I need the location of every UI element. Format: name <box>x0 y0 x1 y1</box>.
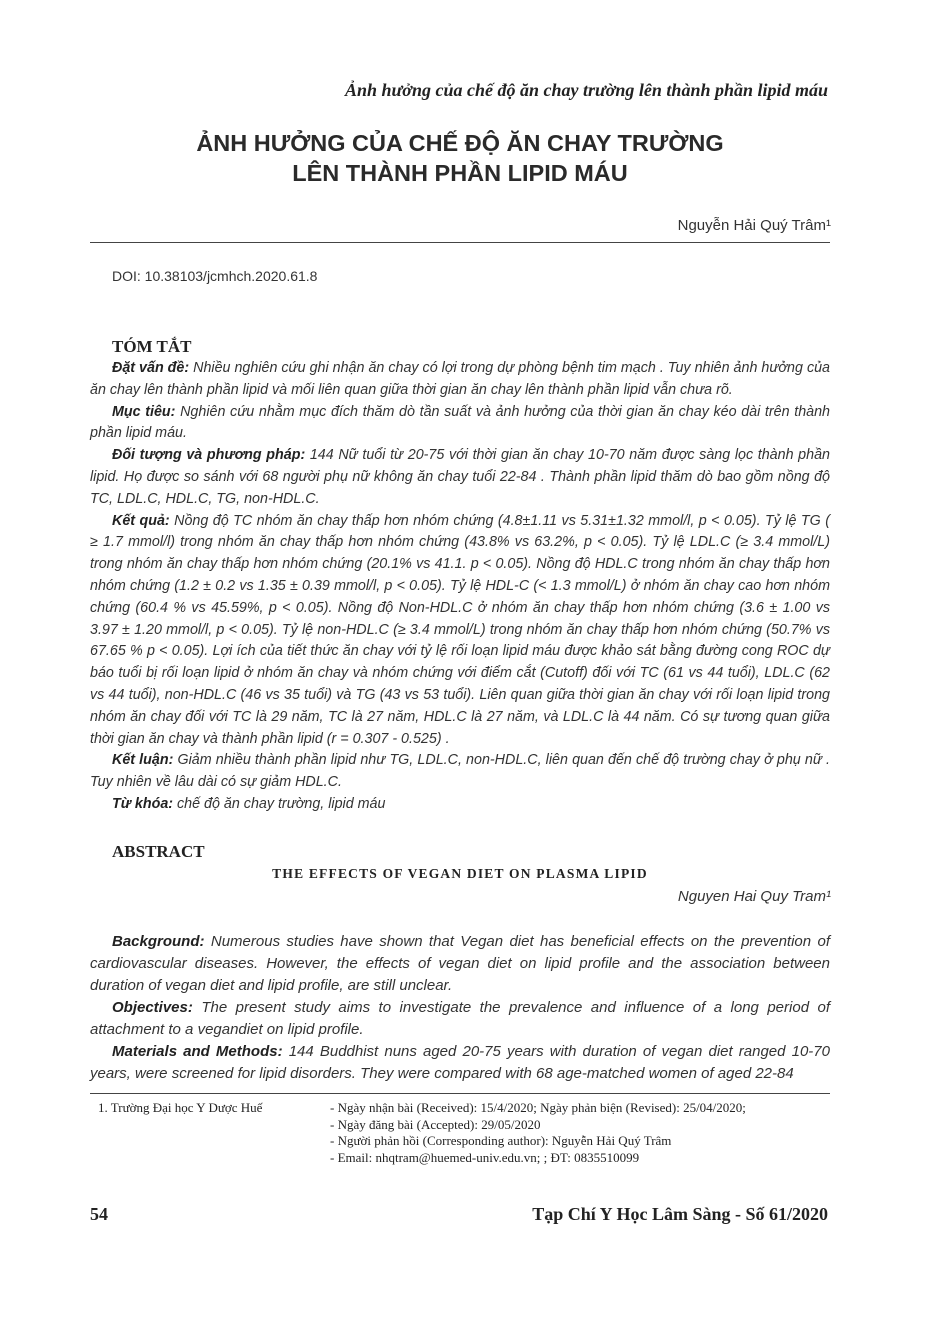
footnote-line: - Email: nhqtram@huemed-univ.edu.vn; ; ĐT: 0835510099 <box>330 1149 640 1165</box>
en-section-objectives <box>90 997 830 1041</box>
section-text: 144 Buddhist nuns aged 20-75 years with duration of vegan diet ranged 10-70 years, were screened for lipid disorders. They were compared with 68 age-matched women of aged 22-84 <box>90 1043 830 1082</box>
section-label: Materials and Methods: <box>112 1043 283 1060</box>
title-line-2: LÊN THÀNH PHẦN LIPID MÁU <box>292 160 628 186</box>
title-line-1: ẢNH HƯỞNG CỦA CHẾ ĐỘ ĂN CHAY TRƯỜNG <box>196 130 724 156</box>
title-divider <box>90 242 830 243</box>
vn-section-conclusion <box>90 750 830 794</box>
vn-section-keywords <box>90 794 830 816</box>
section-text: Nhiều nghiên cứu ghi nhận ăn chay có lợi trong dự phòng bệnh tim mạch . Tuy nhiên ảnh hưởng của ăn chay lên thành phần lipid và mối liên quan giữa thời gian ăn chay lên thành phần lipid vẫn chưa rõ. <box>90 360 831 398</box>
article-title <box>90 128 830 188</box>
vn-section-background <box>90 358 830 402</box>
heading-abstract: ABSTRACT <box>112 842 205 861</box>
footnote-affiliation: 1. Trường Đại học Y Dược Huế <box>98 1100 263 1115</box>
en-section-background <box>90 931 830 997</box>
section-text: Nghiên cứu nhằm mục đích thăm dò tần suất và ảnh hưởng của thời gian ăn chay kéo dài trên thành phần lipid máu. <box>90 403 830 442</box>
section-label: Objectives: <box>112 999 193 1016</box>
en-abstract-body <box>90 931 830 1085</box>
footnote-line: - Người phản hồi (Corresponding author): Nguyễn Hải Quý Trâm <box>330 1133 672 1148</box>
section-label: Background: <box>112 933 205 950</box>
page-number: 54 <box>90 1204 108 1224</box>
section-text: Giảm nhiều thành phần lipid như TG, LDL.C, non-HDL.C, liên quan đến chế độ trường chay ở phụ nữ . Tuy nhiên về lâu dài có sự giảm HDL.C. <box>90 752 830 791</box>
doi: DOI: 10.38103/jcmhch.2020.61.8 <box>112 268 318 284</box>
footnote-details <box>330 1100 746 1166</box>
author-en: Nguyen Hai Quy Tram¹ <box>677 888 831 905</box>
section-text: Nồng độ TC nhóm ăn chay thấp hơn nhóm chứng (4.8±1.11 vs 5.31±1.32 mmol/l, p < 0.05). Tỷ lệ TG ( ≥ 1.7 mmol/l) trong nhóm ăn chay thấp hơn nhóm chứng (43.8% vs 63.2%, p < 0.05). Tỷ lệ LDL.C (≥ 3.4 mmol/L) trong nhóm ăn chay thấp hơn nhóm chứng (20.1% vs 41.1. p < 0.05). Nồng độ HDL.C trong nhóm ăn chay thấp hơn nhóm chứng (1.2 ± 0.2 vs 1.35 ± 0.39 mmol/l, p < 0.05). Tỷ lệ HDL-C (< 1.3 mmol/L) ở nhóm ăn chay cao hơn nhóm chứng (60.4 % vs 45.59%, p < 0.05). Nồng độ Non-HDL.C ở nhóm ăn chay thấp hơn nhóm chứng (3.6 ± 1.00 vs 3.97 ± 1.20 mmol/l, p < 0.05). Tỷ lệ non-HDL.C (≥ 3.4 mmol/L) trong nhóm ăn chay thấp hơn nhóm chứng (50.7% vs 67.65 % p < 0.05). Lợi ích của tiết thức ăn chay với tỷ lệ rối loạn lipid máu được khảo sát bằng đường cong ROC dự báo tuổi bị rối loạn lipid ở nhóm ăn chay và nhóm chứng với điểm cắt (Cutoff) đối với TC (61 vs 44 tuổi), LDL.C (62 vs 44 tuổi), non-HDL.C (46 vs 35 tuổi) và TG (43 vs 53 tuổi). Liên quan giữa thời gian ăn chay với rối loạn lipid trong nhóm ăn chay đối với TC là 29 năm, TC là 27 năm, HDL.C là 27 năm, và LDL.C là 44 năm. Có sự tương quan giữa thời gian ăn chay và thành phần lipid (r = 0.307 - 0.525) . <box>90 512 830 747</box>
section-text: chế độ ăn chay trường, lipid máu <box>173 795 386 812</box>
vn-section-methods <box>90 445 830 510</box>
footnote-divider <box>90 1093 830 1094</box>
heading-tom-tat: TÓM TẮT <box>112 337 192 356</box>
vn-abstract-body <box>90 358 830 816</box>
section-text: 144 Nữ tuổi từ 20-75 với thời gian ăn chay 10-70 năm được sàng lọc thành phần lipid. Họ được so sánh với 68 người phụ nữ không ăn chay tuổi 22-84 . Thành phần lipid thăm dò bao gồm nồng độ TC, LDL.C, HDL.C, TG, non-HDL.C. <box>90 447 830 507</box>
vn-section-results <box>90 511 830 751</box>
running-head: Ảnh hưởng của chế độ ăn chay trường lên thành phần lipid máu <box>344 80 828 100</box>
section-label: Kết luận: <box>112 752 174 769</box>
section-label: Từ khóa: <box>112 795 174 812</box>
en-section-methods <box>90 1041 830 1085</box>
section-text: The present study aims to investigate the prevalence and influence of a long period of attachment to a vegandiet on lipid profile. <box>90 999 830 1038</box>
section-label: Đặt vấn đề: <box>112 360 190 376</box>
footnote-line: - Ngày đăng bài (Accepted): 29/05/2020 <box>330 1116 541 1132</box>
section-label: Mục tiêu: <box>112 403 176 420</box>
vn-section-objectives <box>90 402 830 446</box>
footnote-line: - Ngày nhận bài (Received): 15/4/2020; Ngày phản biện (Revised): 25/04/2020; <box>330 1100 746 1115</box>
author-vn: Nguyễn Hải Quý Trâm¹ <box>677 217 831 234</box>
section-text: Numerous studies have shown that Vegan diet has beneficial effects on the prevention of cardiovascular diseases. However, the effects of vegan diet on lipid profile and the association between duration of vegan diet and lipid profile, are still unclear. <box>90 933 830 994</box>
journal-name: Tạp Chí Y Học Lâm Sàng - Số 61/2020 <box>532 1204 828 1224</box>
section-label: Kết quả: <box>112 512 170 529</box>
english-title: THE EFFECTS OF VEGAN DIET ON PLASMA LIPID <box>272 866 648 881</box>
section-label: Đối tượng và phương pháp: <box>112 447 306 464</box>
